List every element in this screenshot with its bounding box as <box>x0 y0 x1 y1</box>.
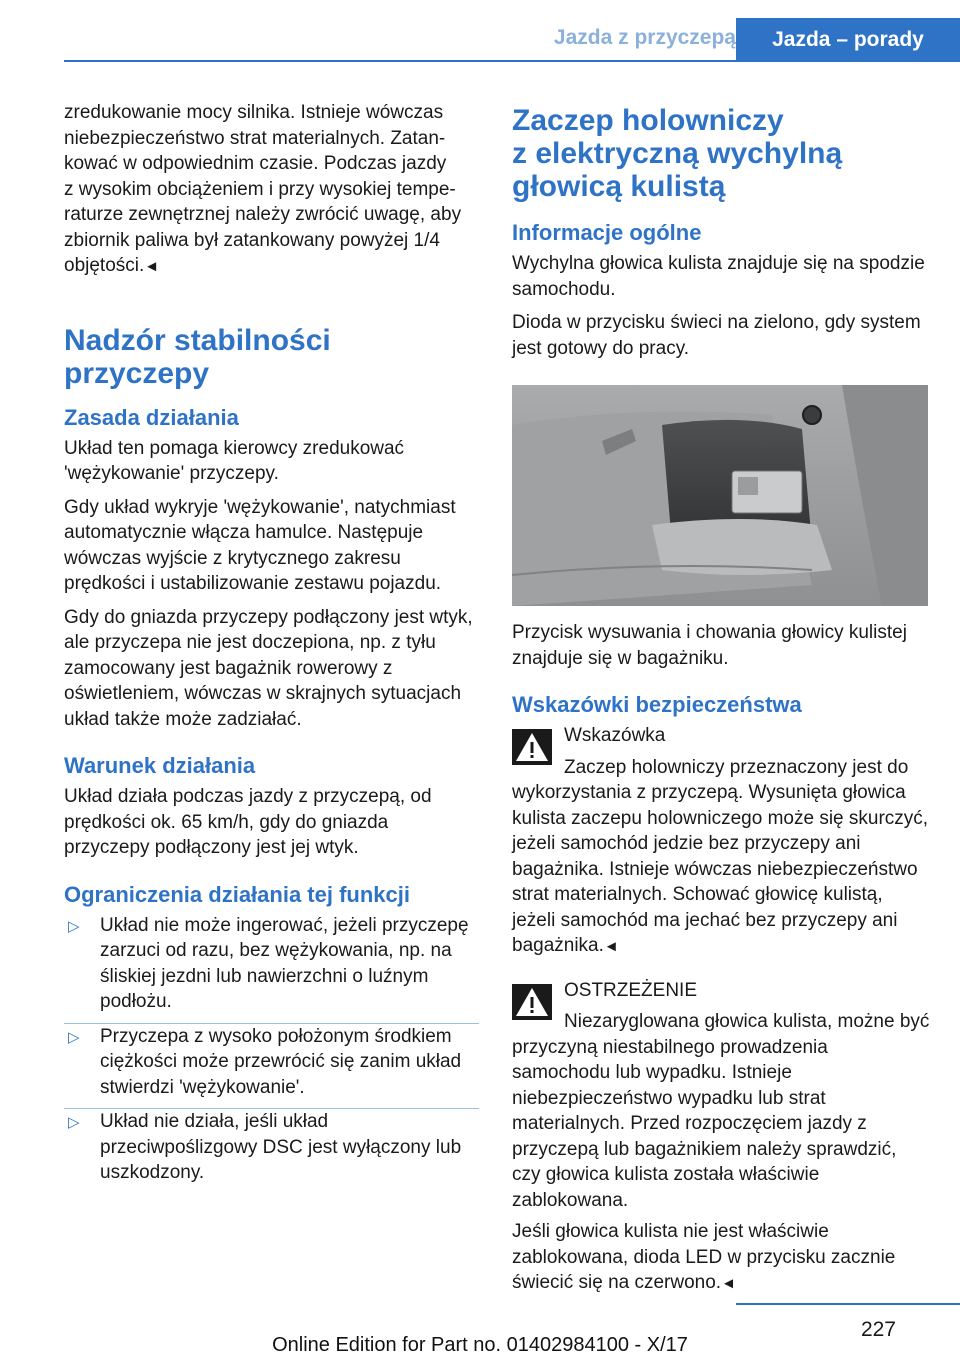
limits-list <box>64 913 479 1186</box>
towbar-title <box>512 104 930 203</box>
towbar-title-line1: Zaczep holowniczy <box>512 104 784 137</box>
end-mark-icon: ◄ <box>721 1275 736 1292</box>
general-p2: Dioda w przycisku świeci na zielono, gdy system jest gotowy do pracy. <box>512 312 921 359</box>
photo-caption: Przycisk wysuwania i chowania głowicy kulistej znajduje się w bagażniku. <box>512 622 907 669</box>
stability-title <box>64 324 479 390</box>
principle-p2: Gdy układ wykryje 'wężykowanie', natychmiast automatycznie włącza hamulce. Następuje wówczas wyjście z krytycznego zakresu prędkości i ustabilizowanie zestawu pojazdu. <box>64 496 456 594</box>
warning-note-text <box>512 755 930 960</box>
intro-line: niebezpieczeństwo strat materialnych. Zatan- <box>64 127 446 149</box>
warning-danger-body2: Jeśli głowica kulista nie jest właściwie zablokowana, dioda LED w przycisku zacznie świecić się na czerwono. <box>512 1221 896 1293</box>
warning-note <box>512 723 930 960</box>
condition-heading: Warunek działania <box>64 753 256 778</box>
warning-danger-title: OSTRZEŻENIE <box>564 979 698 1001</box>
intro-paragraph <box>64 100 479 280</box>
bullet-triangle-icon: ▷ <box>68 1028 80 1046</box>
warning-danger <box>512 978 930 1297</box>
warning-note-body: Zaczep holowniczy przeznaczony jest do wykorzystania z przyczepą. Wysunięta głowica kulista zaczepu holowniczego może się skurczyć, jeżeli samochód jedzie bez przyczepy ani bagażnika. Istnieje wówczas niebezpieczeństwo strat materialnych. Schować głowicę kulistą, jeżeli samochód ma jechać bez przyczepy ani bagażnika. <box>512 756 929 956</box>
list-item-text: Układ nie działa, jeśli układ przeciwpoślizgowy DSC jest wyłączony lub uszkodzony. <box>100 1111 462 1183</box>
intro-line: z wysokim obciążeniem i przy wysokiej tempe- <box>64 178 456 200</box>
intro-line: zbiornik paliwa był zatankowany powyżej 1/4 <box>64 229 440 251</box>
page-header <box>0 0 960 62</box>
general-p1: Wychylna głowica kulista znajduje się na spodzie samochodu. <box>512 253 925 300</box>
end-mark-icon: ◄ <box>144 258 160 275</box>
intro-line: zredukowanie mocy silnika. Istnieje wówczas <box>64 102 444 123</box>
warning-danger-text: Niezaryglowana głowica kulista, możne być przyczyną niestabilnego prowadzenia samochodu lub wypadku. Istnieje niebezpieczeństwo wypadku lub strat materialnych. Przed rozpoczęciem jazdy z przyczepą lub bagażnikiem należy sprawdzić, czy głowica kulista została właściwie zablokowana. <box>512 1011 930 1211</box>
list-item-text: Przyczepa z wysoko położonym środkiem ciężkości może przewrócić się zanim układ stwierdzi 'wężykowanie'. <box>100 1025 462 1098</box>
left-column <box>64 100 479 1186</box>
header-chapter-tab[interactable]: Jazda – porady <box>736 18 960 62</box>
bullet-triangle-icon: ▷ <box>68 1114 80 1131</box>
general-heading: Informacje ogólne <box>512 220 702 245</box>
principle-p3: Gdy do gniazda przyczepy podłączony jest wtyk, ale przyczepa nie jest doczepiona, np. z tyłu zamocowany jest bagażnik rowerowy z oświetleniem, wówczas w skrajnych sytuacjach układ także może zadziałać. <box>64 606 473 730</box>
page-number: 227 <box>860 1318 896 1341</box>
safety-heading: Wskazówki bezpieczeństwa <box>512 692 802 717</box>
warning-triangle-icon <box>512 729 552 765</box>
footer-rule <box>736 1303 960 1305</box>
list-item <box>64 913 479 1015</box>
limits-heading: Ograniczenia działania tej funkcji <box>64 881 410 907</box>
intro-line: objętości. <box>64 255 145 276</box>
towbar-title-line2: z elektryczną wychylną <box>512 137 843 170</box>
footer-edition: Online Edition for Part no. 01402984100 - X/17 <box>272 1334 688 1356</box>
trunk-photo <box>512 385 928 606</box>
warning-note-title: Wskazówka <box>564 725 666 746</box>
warning-triangle-icon <box>512 984 552 1020</box>
warning-danger-p2 <box>512 1219 930 1297</box>
condition-p1: Układ działa podczas jazdy z przyczepą, od prędkości ok. 65 km/h, gdy do gniazda przyczepy podłączony jest jej wtyk. <box>64 786 432 858</box>
stability-title-line1: Nadzór stabilności <box>64 323 331 357</box>
list-item <box>64 1109 479 1186</box>
towbar-title-line3: głowicą kulistą <box>512 170 726 203</box>
right-column <box>512 100 930 1303</box>
header-section-tab[interactable]: Jazda z przyczepą <box>553 26 736 49</box>
bullet-triangle-icon: ▷ <box>68 917 80 935</box>
intro-line: raturze zewnętrznej należy zwrócić uwagę, aby <box>64 204 462 225</box>
list-item <box>64 1024 479 1101</box>
intro-line: kować w odpowiednim czasie. Podczas jazdy <box>64 153 447 174</box>
principle-p1: Układ ten pomaga kierowcy zredukować 'wężykowanie' przyczepy. <box>64 437 405 484</box>
stability-title-line2: przyczepy <box>64 356 210 390</box>
end-mark-icon: ◄ <box>603 938 619 955</box>
list-item-text: Układ nie może ingerować, jeżeli przyczepę zarzuci od razu, bez wężykowania, np. na śliskiej jezdni lub nawierzchni o luźnym podłożu. <box>100 914 469 1012</box>
principle-heading: Zasada działania <box>64 404 239 430</box>
header-rule <box>64 60 960 62</box>
